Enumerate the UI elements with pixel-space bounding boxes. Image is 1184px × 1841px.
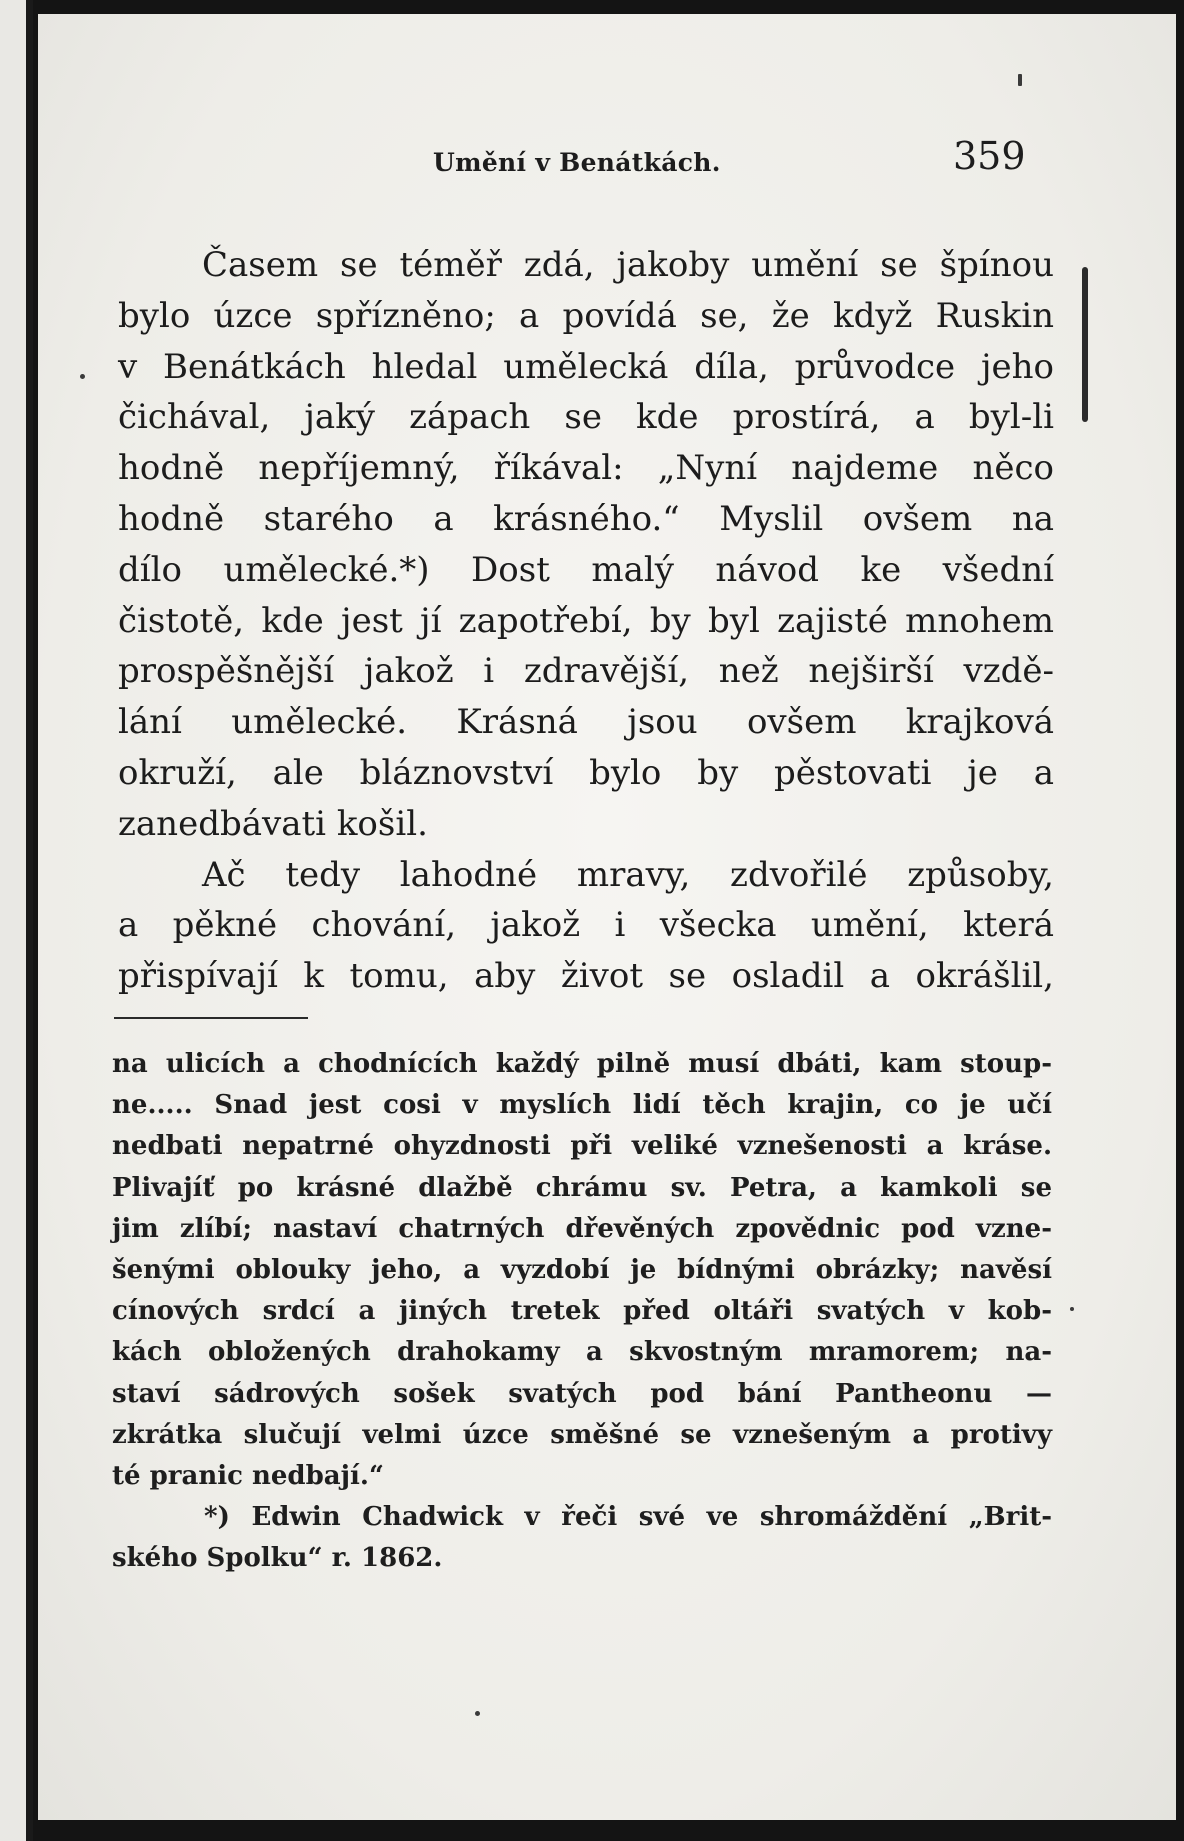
body-line: prospěšnější jakož i zdravější, než nejširší vzdě- <box>118 651 1054 692</box>
footnote-line: ského Spolku“ r. 1862. <box>112 1543 443 1574</box>
footnote-line: ne..... Snad jest cosi v myslích lidí těch krajin, co je učí <box>112 1090 1052 1121</box>
footnote-line: nedbati nepatrné ohyzdnosti při veliké vznešenosti a kráse. <box>112 1131 1052 1162</box>
body-line: Časem se téměř zdá, jakoby umění se špínou <box>202 245 1054 285</box>
footnote-text <box>112 1044 1052 1580</box>
body-line: zanedbávati košil. <box>118 803 428 844</box>
body-line: lání umělecké. Krásná jsou ovšem krajková <box>118 702 1054 743</box>
body-line: čichával, jaký zápach se kde prostírá, a byl-li <box>118 397 1054 438</box>
footnote-line: kách obložených drahokamy a skvostným mramorem; na- <box>112 1337 1052 1368</box>
footnote-line: té pranic nedbají.“ <box>112 1461 384 1492</box>
page-header <box>38 134 1176 194</box>
previous-page-edge <box>0 0 33 1841</box>
body-line: dílo umělecké.*) Dost malý návod ke všední <box>118 549 1054 590</box>
body-text <box>118 240 1054 1002</box>
body-line: a pěkné chování, jakož i všecka umění, která <box>118 905 1054 946</box>
paper-speck <box>475 1711 480 1716</box>
body-line: okruží, ale bláznovství bylo by pěstovati je a <box>118 752 1054 793</box>
body-line: přispívají k tomu, aby život se osladil a okrášlil, <box>118 956 1054 997</box>
paper-speck <box>80 374 85 379</box>
book-page <box>38 14 1176 1820</box>
body-line: hodně starého a krásného.“ Myslil ovšem na <box>118 498 1054 539</box>
footnote-line: *) Edwin Chadwick v řeči své ve shromáždění „Brit- <box>204 1502 1052 1533</box>
running-title: Umění v Benátkách. <box>433 148 721 177</box>
body-line: v Benátkách hledal umělecká díla, průvodce jeho <box>118 346 1054 387</box>
footnote-separator <box>114 1017 308 1019</box>
body-line: čistotě, kde jest jí zapotřebí, by byl zajisté mnohem <box>118 600 1054 641</box>
body-line: hodně nepříjemný, říkával: „Nyní najdeme něco <box>118 448 1054 489</box>
footnote-line: staví sádrových sošek svatých pod bání Pantheonu — <box>112 1378 1052 1409</box>
footnote-line: na ulicích a chodnících každý pilně musí dbáti, kam stoup- <box>112 1049 1052 1079</box>
body-line: Ač tedy lahodné mravy, zdvořilé způsoby, <box>202 854 1054 895</box>
page-number: 359 <box>953 134 1026 178</box>
body-line: bylo úzce spřízněno; a povídá se, že když Ruskin <box>118 295 1054 336</box>
footnote-line: jim zlíbí; nastaví chatrných dřevěných zpovědnic pod vzne- <box>112 1213 1052 1244</box>
footnote-line: šenými oblouky jeho, a vyzdobí je bídnými obrázky; navěsí <box>112 1255 1052 1286</box>
footnote-line: cínových srdcí a jiných tretek před oltáři svatých v kob- <box>112 1296 1052 1327</box>
margin-mark <box>1082 267 1088 422</box>
paper-speck <box>1018 74 1022 86</box>
footnote-line: zkrátka slučují velmi úzce směšné se vznešeným a protivy <box>112 1419 1052 1450</box>
paper-speck <box>1070 1307 1074 1311</box>
footnote-line: Plivajíť po krásné dlažbě chrámu sv. Petra, a kamkoli se <box>112 1172 1052 1203</box>
